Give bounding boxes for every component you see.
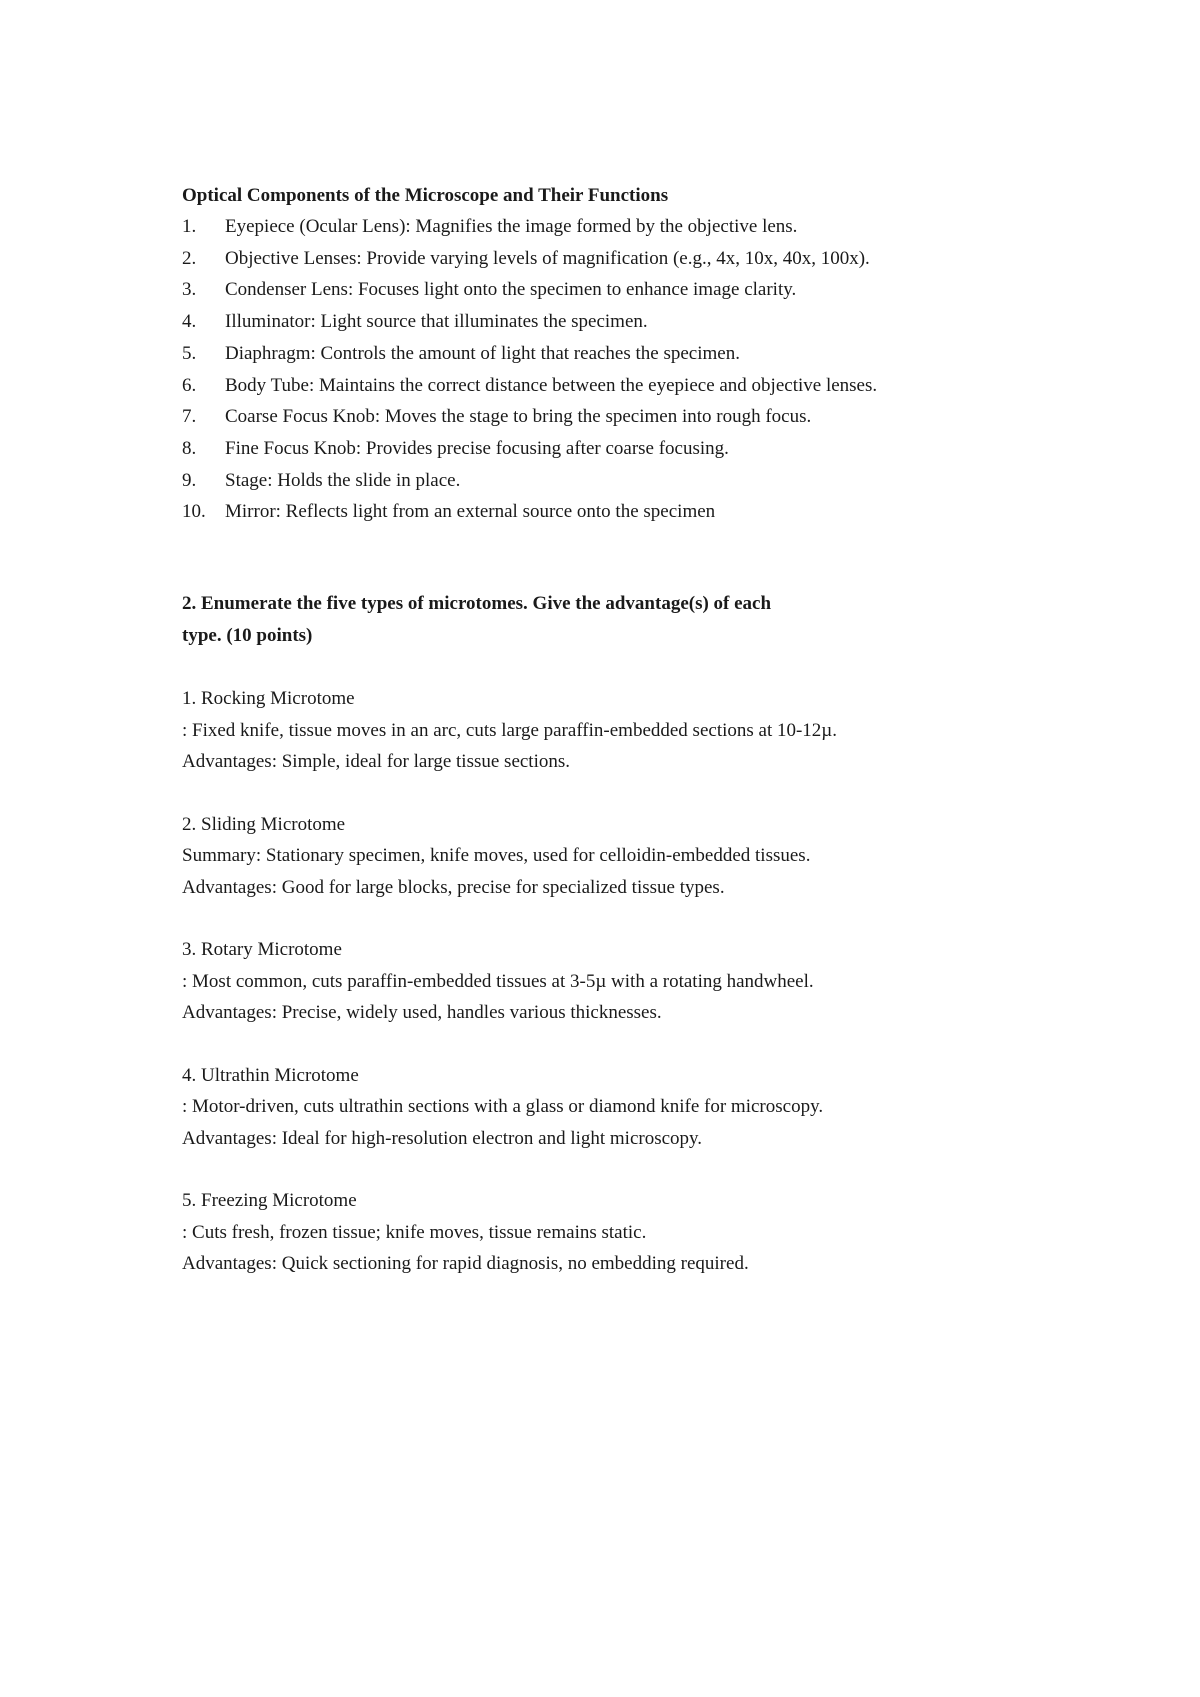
list-text: Objective Lenses: Provide varying levels of magnification (e.g., 4x, 10x, 40x, 100x). bbox=[225, 247, 870, 269]
microtome-advantages: Advantages: Ideal for high-resolution electron and light microscopy. bbox=[182, 1127, 703, 1149]
list-number: 5. bbox=[182, 342, 197, 364]
list-text: Stage: Holds the slide in place. bbox=[225, 469, 461, 491]
list-text: Condenser Lens: Focuses light onto the specimen to enhance image clarity. bbox=[225, 279, 797, 301]
microtome-summary: : Most common, cuts paraffin-embedded tissues at 3-5µ with a rotating handwheel. bbox=[182, 970, 814, 992]
list-item bbox=[182, 465, 1082, 497]
question-heading-line2: type. (10 points) bbox=[182, 625, 313, 647]
list-text: Mirror: Reflects light from an external source onto the specimen bbox=[225, 501, 716, 523]
components-list bbox=[182, 211, 1082, 528]
document-page bbox=[182, 180, 1082, 1280]
microtome-advantages: Advantages: Good for large blocks, precise for specialized tissue types. bbox=[182, 876, 725, 898]
list-item bbox=[182, 243, 1082, 275]
list-number: 4. bbox=[182, 311, 197, 333]
section-heading: Optical Components of the Microscope and Their Functions bbox=[182, 185, 669, 206]
list-text: Body Tube: Maintains the correct distance between the eyepiece and objective lenses. bbox=[225, 374, 878, 396]
microtome-summary: : Fixed knife, tissue moves in an arc, cuts large paraffin-embedded sections at 10-12µ. bbox=[182, 719, 838, 741]
microtome-entry bbox=[182, 683, 1082, 778]
list-item bbox=[182, 211, 1082, 243]
question-heading-line1: 2. Enumerate the five types of microtomes. Give the advantage(s) of each bbox=[182, 593, 772, 615]
microtome-advantages: Advantages: Simple, ideal for large tissue sections. bbox=[182, 751, 571, 773]
list-number: 2. bbox=[182, 247, 197, 269]
list-number: 6. bbox=[182, 374, 197, 396]
list-item bbox=[182, 274, 1082, 306]
microtome-name: 2. Sliding Microtome bbox=[182, 813, 346, 835]
list-text: Illuminator: Light source that illuminates the specimen. bbox=[225, 311, 648, 333]
list-number: 8. bbox=[182, 437, 197, 459]
microtome-summary: : Cuts fresh, frozen tissue; knife moves, tissue remains static. bbox=[182, 1221, 647, 1243]
microtome-advantages: Advantages: Quick sectioning for rapid diagnosis, no embedding required. bbox=[182, 1253, 749, 1275]
list-item bbox=[182, 433, 1082, 465]
list-item bbox=[182, 370, 1082, 402]
list-item bbox=[182, 306, 1082, 338]
list-number: 3. bbox=[182, 279, 197, 301]
list-item bbox=[182, 338, 1082, 370]
microtomes-section bbox=[182, 588, 1082, 1280]
optical-components-section bbox=[182, 180, 1082, 528]
list-text: Fine Focus Knob: Provides precise focusing after coarse focusing. bbox=[225, 437, 729, 459]
list-item bbox=[182, 401, 1082, 433]
list-text: Coarse Focus Knob: Moves the stage to bring the specimen into rough focus. bbox=[225, 406, 812, 428]
microtome-summary: : Motor-driven, cuts ultrathin sections with a glass or diamond knife for microscopy. bbox=[182, 1096, 824, 1118]
microtome-name: 1. Rocking Microtome bbox=[182, 688, 355, 710]
list-text: Diaphragm: Controls the amount of light that reaches the specimen. bbox=[225, 342, 740, 364]
list-number: 7. bbox=[182, 406, 197, 428]
microtome-entry bbox=[182, 809, 1082, 904]
microtome-entry bbox=[182, 934, 1082, 1029]
list-number: 9. bbox=[182, 469, 197, 491]
microtome-summary: Summary: Stationary specimen, knife moves, used for celloidin-embedded tissues. bbox=[182, 845, 811, 867]
microtome-name: 5. Freezing Microtome bbox=[182, 1190, 357, 1212]
microtome-entry bbox=[182, 1060, 1082, 1155]
microtome-name: 3. Rotary Microtome bbox=[182, 939, 342, 961]
microtome-advantages: Advantages: Precise, widely used, handles various thicknesses. bbox=[182, 1002, 662, 1024]
list-text: Eyepiece (Ocular Lens): Magnifies the image formed by the objective lens. bbox=[225, 216, 798, 237]
list-item bbox=[182, 496, 1082, 528]
list-number: 10. bbox=[182, 501, 206, 523]
list-number: 1. bbox=[182, 216, 197, 237]
microtome-name: 4. Ultrathin Microtome bbox=[182, 1064, 359, 1086]
microtome-entry bbox=[182, 1185, 1082, 1280]
